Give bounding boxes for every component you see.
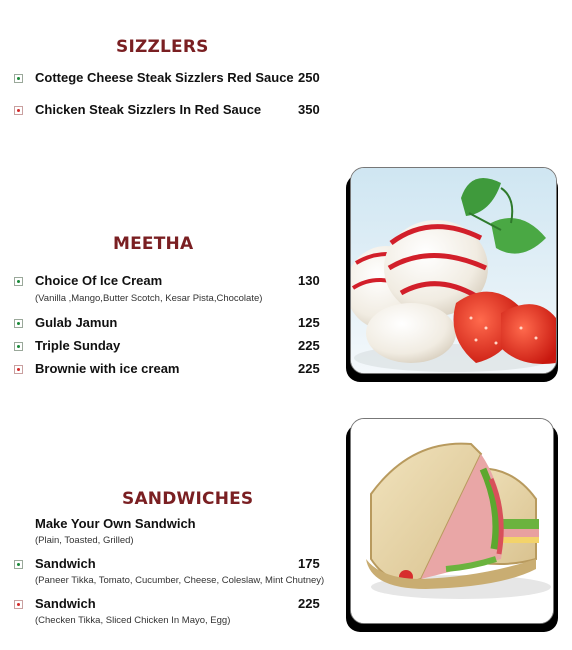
menu-item-description: (Checken Tikka, Sliced Chicken In Mayo, Egg): [35, 615, 231, 626]
section-title-meetha: MEETHA: [113, 234, 194, 254]
menu-item-price: 125: [298, 315, 320, 330]
veg-indicator-icon: [14, 319, 23, 328]
section-title-sandwiches: SANDWICHES: [122, 489, 254, 509]
menu-item-description: (Plain, Toasted, Grilled): [35, 535, 134, 546]
menu-item-name: Brownie with ice cream: [35, 361, 180, 376]
menu-item-price: 225: [298, 361, 320, 376]
non-veg-indicator-icon: [14, 365, 23, 374]
menu-item-price: 175: [298, 556, 320, 571]
menu-item-name: Make Your Own Sandwich: [35, 516, 196, 531]
menu-item-description: (Vanilla ,Mango,Butter Scotch, Kesar Pista,Chocolate): [35, 293, 263, 304]
menu-item-name: Sandwich: [35, 556, 96, 571]
ice-cream-photo: [350, 167, 557, 374]
menu-item-name: Cottege Cheese Steak Sizzlers Red Sauce: [35, 70, 294, 85]
non-veg-indicator-icon: [14, 600, 23, 609]
ice-cream-image: [351, 168, 557, 374]
non-veg-indicator-icon: [14, 106, 23, 115]
veg-indicator-icon: [14, 342, 23, 351]
menu-item-price: 130: [298, 273, 320, 288]
menu-item-name: Chicken Steak Sizzlers In Red Sauce: [35, 102, 262, 117]
sandwich-image: [351, 419, 554, 624]
veg-indicator-icon: [14, 277, 23, 286]
menu-item-name: Choice Of Ice Cream: [35, 273, 163, 288]
menu-item-price: 250: [298, 70, 320, 85]
veg-indicator-icon: [14, 560, 23, 569]
menu-item-description: (Paneer Tikka, Tomato, Cucumber, Cheese, Coleslaw, Mint Chutney): [35, 575, 325, 586]
menu-item-price: 350: [298, 102, 320, 117]
menu-item-name: Gulab Jamun: [35, 315, 118, 330]
sandwich-photo: [350, 418, 554, 624]
menu-item-name: Triple Sunday: [35, 338, 121, 353]
menu-item-price: 225: [298, 596, 320, 611]
menu-item-name: Sandwich: [35, 596, 96, 611]
section-title-sizzlers: SIZZLERS: [116, 37, 209, 57]
veg-indicator-icon: [14, 74, 23, 83]
menu-item-price: 225: [298, 338, 320, 353]
